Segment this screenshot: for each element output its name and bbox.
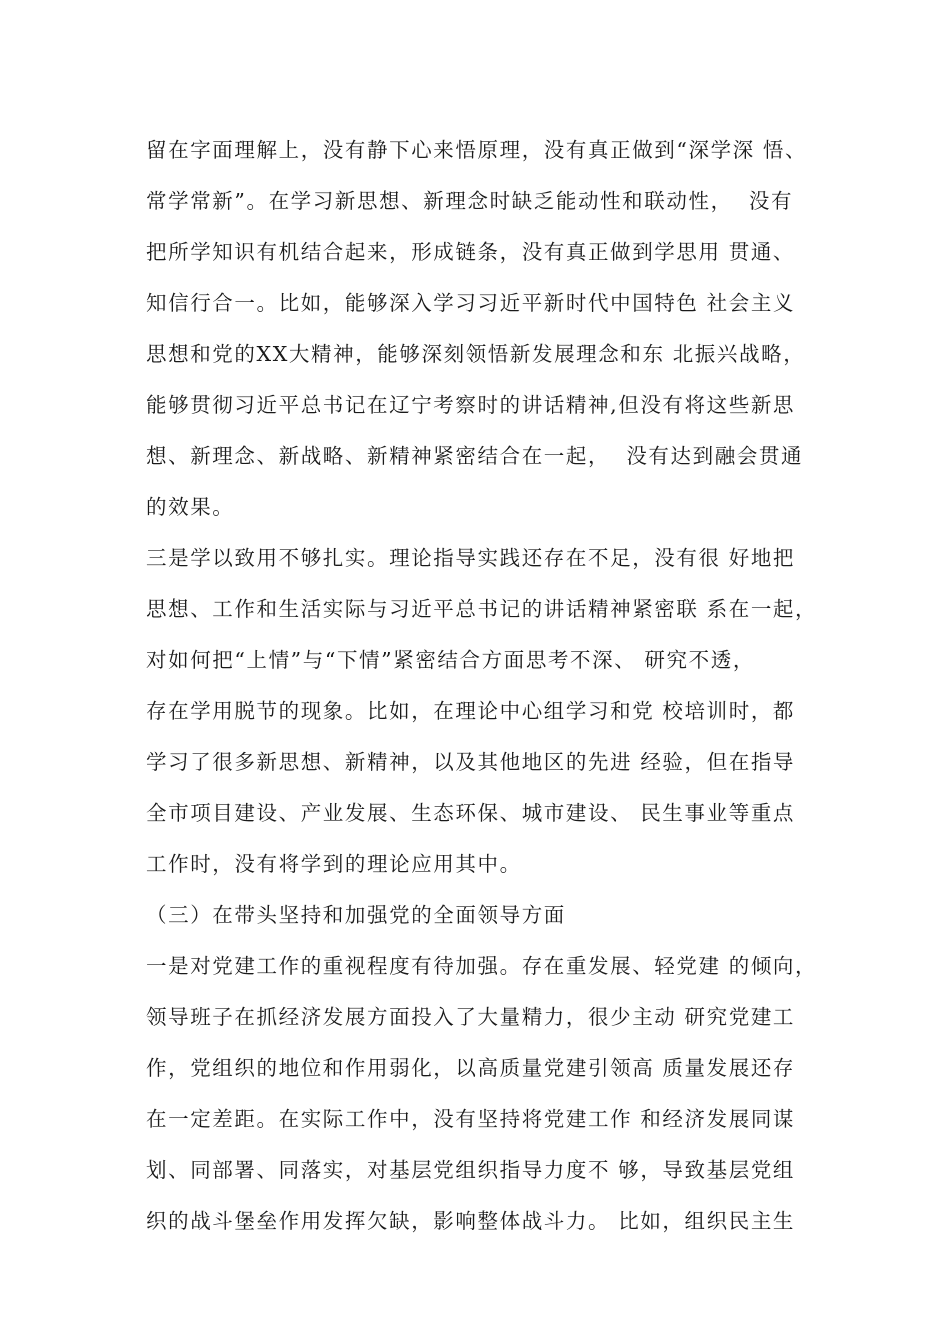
- text-line: 全市项目建设、产业发展、生态环保、城市建设、 民生事业等重点: [146, 801, 796, 825]
- text-line: 思想、工作和生活实际与习近平总书记的讲话精神紧密联 系在一起，: [146, 597, 818, 621]
- text-line: 作，党组织的地位和作用弱化，以高质量党建引领高 质量发展还存: [146, 1056, 796, 1080]
- text-line: 领导班子在抓经济发展方面投入了大量精力，很少主动 研究党建工: [146, 1005, 796, 1029]
- text-line: 常学常新”。在学习新思想、新理念时缺乏能动性和联动性， 没有: [146, 189, 794, 213]
- text-line: 能够贯彻习近平总书记在辽宁考察时的讲话精神,但没有将这些新思: [146, 393, 796, 417]
- text-line: 思想和党的XX大精神，能够深刻领悟新发展理念和东 北振兴战略，: [146, 342, 806, 366]
- section-heading: （三）在带头坚持和加强党的全面领导方面: [146, 903, 566, 927]
- text-line: 织的战斗堡垒作用发挥欠缺，影响整体战斗力。 比如，组织民主生: [146, 1209, 796, 1233]
- text-line: 对如何把“上情”与“下情”紧密结合方面思考不深、 研究不透，: [146, 648, 755, 672]
- text-line: 想、新理念、新战略、新精神紧密结合在一起， 没有达到融会贯通: [146, 444, 804, 468]
- text-line: 三是学以致用不够扎实。理论指导实践还存在不足，没有很 好地把: [146, 546, 796, 570]
- text-line: 存在学用脱节的现象。比如，在理论中心组学习和党 校培训时，都: [146, 699, 796, 723]
- text-line: 知信行合一。比如，能够深入学习习近平新时代中国特色 社会主义: [146, 291, 796, 315]
- text-line: 在一定差距。在实际工作中，没有坚持将党建工作 和经济发展同谋: [146, 1107, 796, 1131]
- text-line: 学习了很多新思想、新精神，以及其他地区的先进 经验，但在指导: [146, 750, 796, 774]
- text-line: 工作时，没有将学到的理论应用其中。: [146, 852, 522, 876]
- text-line: 把所学知识有机结合起来，形成链条，没有真正做到学思用 贯通、: [146, 240, 796, 264]
- text-line: 的效果。: [146, 495, 235, 519]
- text-line: 留在字面理解上，没有静下心来悟原理，没有真正做到“深学深 悟、: [146, 138, 808, 162]
- text-line: 一是对党建工作的重视程度有待加强。存在重发展、轻党建 的倾向，: [146, 954, 818, 978]
- text-line: 划、同部署、同落实，对基层党组织指导力度不 够，导致基层党组: [146, 1158, 796, 1182]
